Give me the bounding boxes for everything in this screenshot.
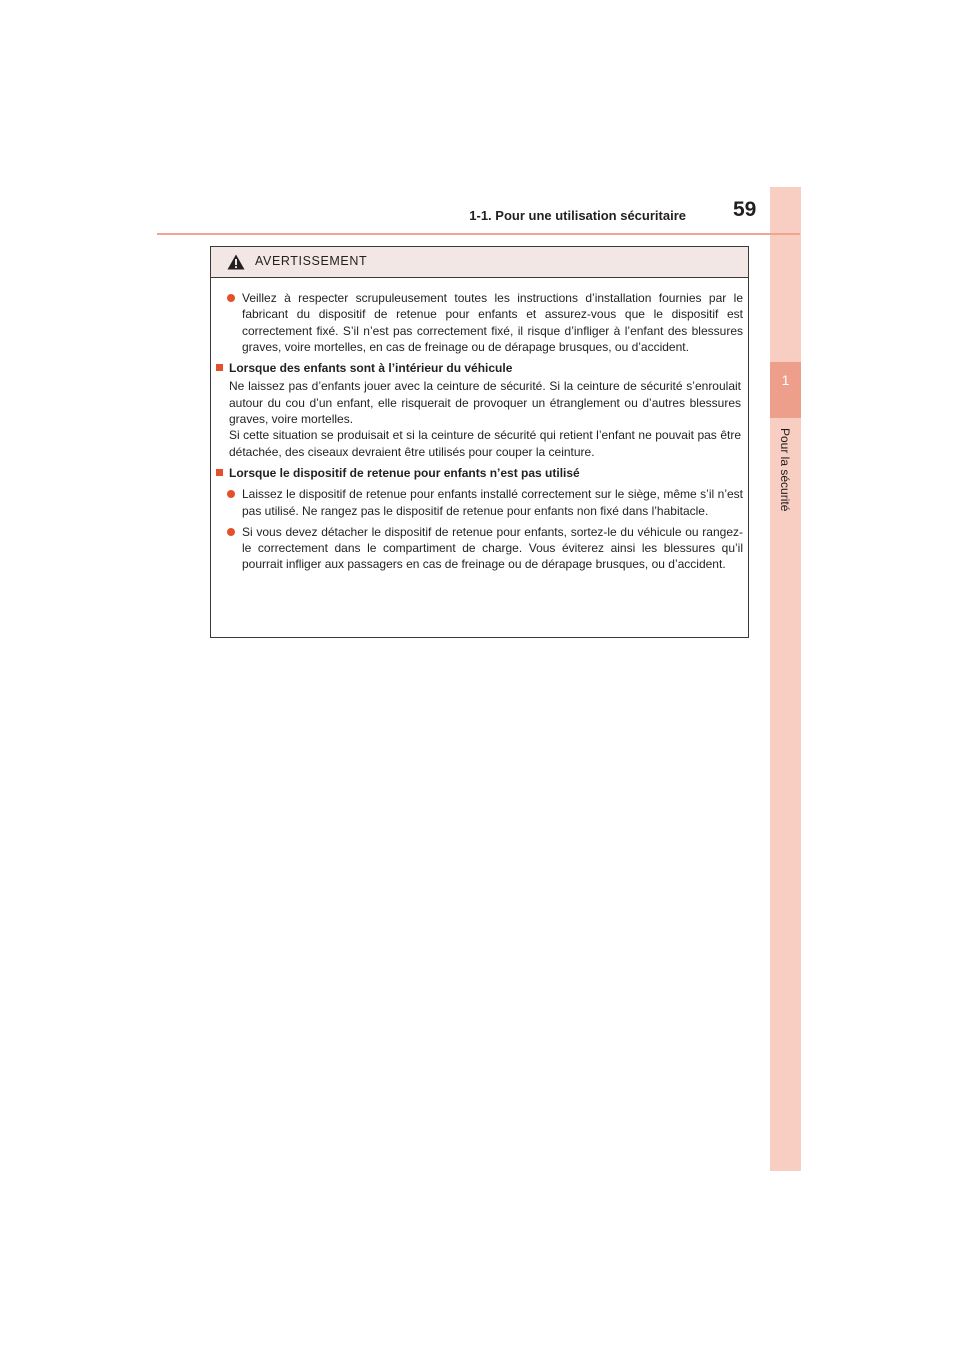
intro-bullet-text: Veillez à respecter scrupuleusement toutes les instructions d’installation fournies par le fabricant du dispositif de retenue pour enfants et assurez-vous que le dispositif est correctement fixé. S’il n’est pas correctement fixé, il risque d’infliger à l’enfant des blessures graves, voire mortelles, en cas de freinage ou de dérapage brusques, ou d’accident.	[242, 291, 743, 354]
list-item	[242, 486, 743, 519]
section1-body	[229, 378, 741, 459]
square-bullet-icon	[216, 364, 223, 371]
page-number: 59	[733, 198, 757, 221]
header-rule	[157, 233, 800, 235]
section1-heading: Lorsque des enfants sont à l’intérieur du véhicule	[229, 361, 513, 376]
section1-paragraph2: Si cette situation se produisait et si la ceinture de sécurité qui retient l’enfant ne pouvait pas être détachée, des ciseaux devraient être utilisés pour couper la ceinture.	[229, 428, 741, 459]
chapter-side-tab	[770, 187, 801, 1171]
list-item	[242, 290, 743, 355]
section-heading-2	[229, 465, 743, 481]
list-item	[242, 524, 743, 573]
warning-triangle-icon	[227, 254, 245, 270]
square-bullet-icon	[216, 469, 223, 476]
chapter-label: Pour la sécurité	[778, 428, 792, 512]
section-heading-1	[229, 360, 743, 376]
section2-heading: Lorsque le dispositif de retenue pour enfants n’est pas utilisé	[229, 465, 580, 480]
bullet-icon	[227, 528, 235, 536]
warning-header	[211, 247, 748, 278]
section1-paragraph1: Ne laissez pas d’enfants jouer avec la ceinture de sécurité. Si la ceinture de sécurité s’enroulait autour du cou d’un enfant, elle risquerait de provoquer un étranglement ou d’autres blessures graves, voire mortelles.	[229, 379, 741, 427]
warning-box	[210, 246, 749, 638]
section2-bullet2: Si vous devez détacher le dispositif de retenue pour enfants, sortez-le du véhicule ou rangez-le correctement dans le compartiment de charge. Vous éviterez ainsi les blessures qu’il pourrait infliger aux passagers en cas de freinage ou de dérapage brusques, ou d’accident.	[242, 524, 743, 572]
bullet-icon	[227, 294, 235, 302]
section2-bullet1: Laissez le dispositif de retenue pour enfants installé correctement sur le siège, même s’il n’est pas utilisé. Ne rangez pas le dispositif de retenue pour enfants non fixé dans l’habitacle.	[242, 487, 743, 518]
chapter-number-tab[interactable]	[770, 362, 801, 418]
bullet-icon	[227, 490, 235, 498]
section-title: 1-1. Pour une utilisation sécuritaire	[469, 208, 686, 223]
warning-title: AVERTISSEMENT	[255, 254, 368, 268]
warning-content	[211, 290, 748, 573]
chapter-number: 1	[781, 372, 790, 388]
